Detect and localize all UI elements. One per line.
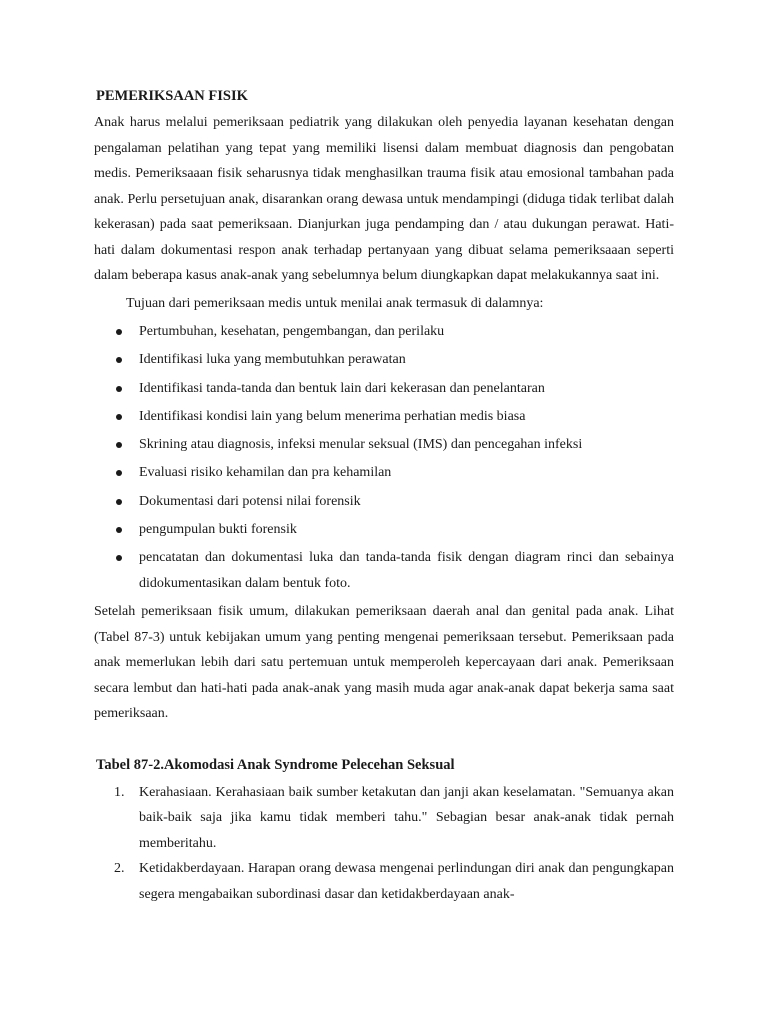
goals-list (94, 319, 674, 596)
table-items-list (94, 780, 674, 908)
list-item (94, 460, 674, 486)
list-item (94, 545, 674, 596)
bullet-icon (116, 414, 122, 420)
intro-paragraph: Anak harus melalui pemeriksaan pediatrik yang dilakukan oleh penyedia layanan kesehatan dengan pengalaman pelatihan yang tepat yang memiliki lisensi dalam membuat diagnosis dan pengobatan medis. Pemeriksaaan fisik seharusnya tidak menghasilkan trauma fisik atau emosional tambahan pada anak. Perlu persetujuan anak, disarankan orang dewasa untuk mendampingi (diduga tidak terlibat dalah kekerasan) pada saat pemeriksaan. Dianjurkan juga pendamping dan / atau dukungan perawat. Hati-hati dalam dokumentasi respon anak terhadap pertanyaan yang dibuat selama pemeriksaaan seperti dalam beberapa kasus anak-anak yang sebelumnya belum diungkapkan dapat melakukannya saat ini. (94, 115, 674, 283)
goals-intro: Tujuan dari pemeriksaan medis untuk menilai anak termasuk di dalamnya: (126, 295, 544, 311)
list-item-text: Skrining atau diagnosis, infeksi menular seksual (IMS) dan pencegahan infeksi (139, 437, 583, 453)
list-item-text: pencatatan dan dokumentasi luka dan tanda-tanda fisik dengan diagram rinci dan sebainya didokumentasikan dalam bentuk foto. (139, 550, 674, 591)
list-item-text: Identifikasi luka yang membutuhkan perawatan (139, 352, 406, 368)
list-item-text: pengumpulan bukti forensik (139, 522, 297, 538)
bullet-icon (116, 527, 122, 533)
list-item (94, 347, 674, 373)
list-item (94, 404, 674, 430)
list-item-text: Dokumentasi dari potensi nilai forensik (139, 493, 361, 509)
numbered-item (94, 780, 674, 857)
section-heading: PEMERIKSAAN FISIK (96, 88, 248, 104)
bullet-icon (116, 555, 122, 561)
document-page (94, 86, 674, 907)
item-text: Kerahasiaan. Kerahasiaan baik sumber ketakutan dan janji akan keselamatan. "Semuanya akan baik-baik saja jika kamu tidak memberi tahu." Sebagian besar anak-anak tidak pernah memberitahu. (139, 784, 674, 851)
list-item (94, 489, 674, 515)
bullet-icon (116, 386, 122, 392)
list-item-text: Identifikasi kondisi lain yang belum menerima perhatian medis biasa (139, 408, 526, 424)
list-item-text: Evaluasi risiko kehamilan dan pra kehamilan (139, 465, 392, 481)
list-item (94, 376, 674, 402)
list-item (94, 432, 674, 458)
numbered-item (94, 856, 674, 907)
list-item (94, 517, 674, 543)
bullet-icon (116, 470, 122, 476)
table-title: Tabel 87-2.Akomodasi Anak Syndrome Pelecehan Seksual (96, 756, 455, 773)
bullet-icon (116, 499, 122, 505)
item-number: 1. (114, 784, 125, 800)
list-item-text: Identifikasi tanda-tanda dan bentuk lain dari kekerasan dan penelantaran (139, 380, 545, 396)
item-number: 2. (114, 861, 125, 877)
list-item (94, 319, 674, 345)
bullet-icon (116, 357, 122, 363)
item-text: Ketidakberdayaan. Harapan orang dewasa mengenai perlindungan diri anak dan pengungkapan segera mengabaikan subordinasi dasar dan ketidakberdayaan anak- (139, 861, 674, 902)
bullet-icon (116, 442, 122, 448)
bullet-icon (116, 329, 122, 335)
after-paragraph: Setelah pemeriksaan fisik umum, dilakukan pemeriksaan daerah anal dan genital pada anak. Lihat (Tabel 87-3) untuk kebijakan umum yang penting mengenai pemeriksaan tersebut. Pemeriksaan pada anak memerlukan lebih dari satu pertemuan untuk memperoleh kepercayaan dari anak. Pemeriksaan secara lembut dan hati-hati pada anak-anak yang masih muda agar anak-anak dapat bekerja sama saat pemeriksaan. (94, 604, 674, 722)
list-item-text: Pertumbuhan, kesehatan, pengembangan, dan perilaku (139, 324, 445, 339)
